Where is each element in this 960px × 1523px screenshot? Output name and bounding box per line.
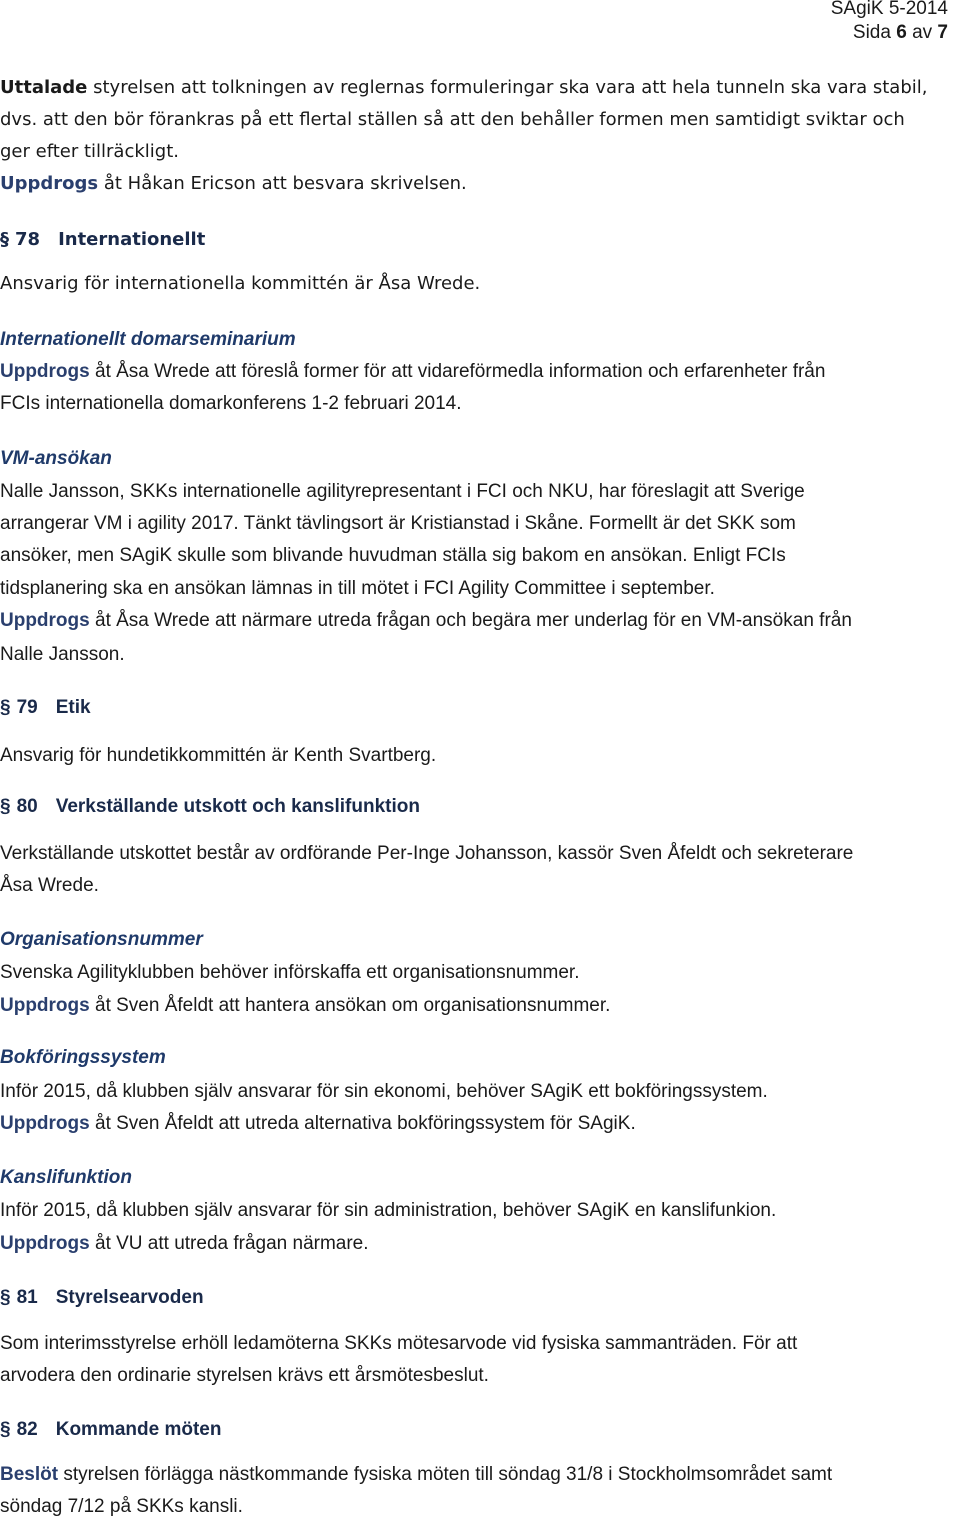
s80-kansli-title: Kanslifunktion bbox=[0, 1167, 132, 1188]
section-79-heading bbox=[0, 692, 954, 724]
section-80-heading bbox=[0, 791, 954, 823]
page-current: 6 bbox=[896, 22, 907, 43]
section-sign: § bbox=[0, 796, 11, 817]
s80-org-line-2 bbox=[0, 990, 954, 1022]
s80-bok-line-1: Inför 2015, då klubben själv ansvarar för sin ekonomi, behöver SAgiK ett bokföringssystem. bbox=[0, 1081, 768, 1102]
s78-vm-line-1: Nalle Jansson, SKKs internationelle agilityrepresentant i FCI och NKU, har föreslagit att Sverige bbox=[0, 481, 805, 502]
s78-vm-line-6: Nalle Jansson. bbox=[0, 644, 125, 665]
section-78-heading bbox=[0, 224, 954, 256]
section-sign: § bbox=[0, 1287, 11, 1308]
s80-bok-action: Uppdrogs bbox=[0, 1113, 90, 1134]
s80-kansli-line-2 bbox=[0, 1228, 954, 1260]
s78-vm-text: åt Åsa Wrede att närmare utreda frågan och begära mer underlag för en VM-ansökan från bbox=[89, 610, 852, 631]
page-number bbox=[853, 22, 948, 44]
s78-line-1: Ansvarig för internationella kommittén är Åsa Wrede. bbox=[0, 273, 481, 294]
s78-seminar-action: Uppdrogs bbox=[0, 361, 90, 382]
section-number: 79 bbox=[16, 697, 38, 718]
tunnel-line-3: ger efter tillräckligt. bbox=[0, 141, 179, 162]
s82-line-2: söndag 7/12 på SKKs kansli. bbox=[0, 1496, 243, 1517]
section-81-heading bbox=[0, 1282, 954, 1314]
s80-org-text: åt Sven Åfeldt att hantera ansökan om organisationsnummer. bbox=[89, 995, 611, 1016]
section-number: 78 bbox=[15, 229, 41, 250]
section-title: Styrelsearvoden bbox=[55, 1287, 204, 1308]
tunnel-line-4 bbox=[0, 168, 954, 200]
s78-vm-title: VM-ansökan bbox=[0, 448, 112, 469]
section-title: Kommande möten bbox=[55, 1419, 222, 1440]
s80-org-action: Uppdrogs bbox=[0, 995, 90, 1016]
tunnel-line-1 bbox=[0, 72, 954, 104]
section-title: Etik bbox=[55, 697, 91, 718]
tunnel-line-2: dvs. att den bör förankras på ett flertal ställen så att den behåller formen men samtidigt sviktar och bbox=[0, 109, 905, 130]
section-number: 80 bbox=[16, 796, 38, 817]
tunnel-text-1: styrelsen att tolkningen av reglernas formuleringar ska vara att hela tunneln ska vara stabil, bbox=[87, 77, 928, 98]
tunnel-text-4: åt Håkan Ericson att besvara skrivelsen. bbox=[98, 173, 467, 194]
s82-decision: Beslöt bbox=[0, 1464, 59, 1485]
s80-org-line-1: Svenska Agilityklubben behöver införskaffa ett organisationsnummer. bbox=[0, 962, 580, 983]
section-sign: § bbox=[0, 229, 9, 250]
s80-bok-text: åt Sven Åfeldt att utreda alternativa bokföringssystem för SAgiK. bbox=[89, 1113, 636, 1134]
s80-bok-line-2 bbox=[0, 1108, 954, 1140]
s79-line-1: Ansvarig för hundetikkommittén är Kenth Svartberg. bbox=[0, 745, 437, 766]
s78-seminar-title: Internationellt domarseminarium bbox=[0, 329, 296, 350]
s78-vm-action: Uppdrogs bbox=[0, 610, 90, 631]
s81-line-1: Som interimsstyrelse erhöll ledamöterna SKKs mötesarvode vid fysiska sammanträden. För att bbox=[0, 1333, 798, 1354]
s78-vm-line-2: arrangerar VM i agility 2017. Tänkt tävlingsort är Kristianstad i Skåne. Formellt är det SKK som bbox=[0, 513, 796, 534]
page-prefix: Sida bbox=[852, 22, 891, 43]
s81-line-2: arvodera den ordinarie styrelsen krävs ett årsmötesbeslut. bbox=[0, 1365, 489, 1386]
s80-kansli-text: åt VU att utreda frågan närmare. bbox=[89, 1233, 369, 1254]
s78-seminar-text: åt Åsa Wrede att föreslå former för att vidareförmedla information och erfarenheter från bbox=[89, 361, 826, 382]
s80-line-2: Åsa Wrede. bbox=[0, 875, 99, 896]
s78-seminar-line-1 bbox=[0, 356, 954, 388]
page-total: 7 bbox=[937, 22, 948, 43]
section-number: 82 bbox=[16, 1419, 38, 1440]
s80-bok-title: Bokföringssystem bbox=[0, 1047, 166, 1068]
section-82-heading bbox=[0, 1414, 954, 1446]
section-number: 81 bbox=[16, 1287, 38, 1308]
section-sign: § bbox=[0, 1419, 11, 1440]
s80-kansli-action: Uppdrogs bbox=[0, 1233, 90, 1254]
s80-kansli-line-1: Inför 2015, då klubben själv ansvarar för sin administration, behöver SAgiK en kanslifunkion. bbox=[0, 1200, 777, 1221]
s78-seminar-line-2: FCIs internationella domarkonferens 1-2 februari 2014. bbox=[0, 393, 462, 414]
s82-text: styrelsen förlägga nästkommande fysiska möten till söndag 31/8 i Stockholmsområdet samt bbox=[58, 1464, 833, 1485]
s82-line-1 bbox=[0, 1459, 954, 1491]
section-title: Internationellt bbox=[58, 229, 206, 250]
s80-line-1: Verkställande utskottet består av ordförande Per-Inge Johansson, kassör Sven Åfeldt och sekreterare bbox=[0, 843, 854, 864]
section-sign: § bbox=[0, 697, 11, 718]
tunnel-action: Uppdrogs bbox=[0, 173, 99, 194]
s80-org-title: Organisationsnummer bbox=[0, 929, 203, 950]
s78-vm-line-5 bbox=[0, 605, 954, 637]
document-id: SAgiK 5-2014 bbox=[830, 0, 948, 19]
section-title: Verkställande utskott och kanslifunktion bbox=[55, 796, 420, 817]
page-of: av bbox=[912, 22, 933, 43]
s78-vm-line-3: ansöker, men SAgiK skulle som blivande huvudman ställa sig bakom en ansökan. Enligt FCIs bbox=[0, 545, 786, 566]
s78-vm-line-4: tidsplanering ska en ansökan lämnas in till mötet i FCI Agility Committee i september. bbox=[0, 578, 715, 599]
tunnel-verdict: Uttalade bbox=[0, 77, 88, 98]
